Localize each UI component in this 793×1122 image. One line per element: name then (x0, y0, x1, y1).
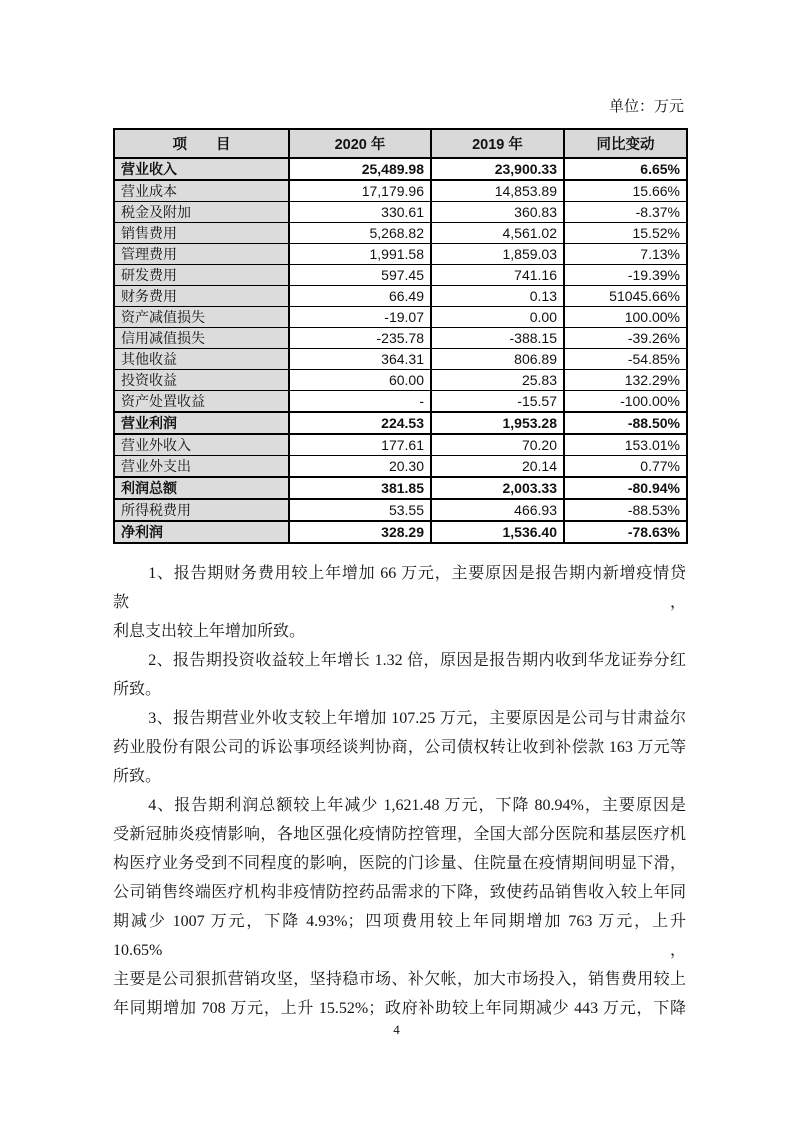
row-label-cell: 税金及附加 (114, 202, 289, 223)
value-cell: 597.45 (289, 265, 431, 286)
unit-label: 单位：万元 (608, 99, 684, 115)
value-cell: 132.29% (564, 370, 687, 391)
table-row (114, 477, 687, 499)
value-cell: -19.07 (289, 307, 431, 328)
value-cell: 1,536.40 (431, 521, 564, 543)
table-row (114, 412, 687, 434)
page-number: 4 (393, 1022, 400, 1037)
table-row (114, 499, 687, 521)
page-content (113, 96, 686, 1023)
text-line: 期减少 1007 万元，下降 4.93%；四项费用较上年同期增加 763 万元，上升 10.65%， (113, 913, 686, 959)
table-row (114, 202, 687, 223)
paragraph-1 (113, 559, 686, 646)
value-cell: 330.61 (289, 202, 431, 223)
value-cell: 5,268.82 (289, 223, 431, 244)
row-label-cell: 其他收益 (114, 349, 289, 370)
row-label-cell: 管理费用 (114, 244, 289, 265)
text-line: 构医疗业务受到不同程度的影响，医院的门诊量、住院量在疫情期间明显下滑， (113, 855, 686, 872)
analysis-paragraphs (113, 559, 686, 1023)
value-cell: -54.85% (564, 349, 687, 370)
value-cell: 2,003.33 (431, 477, 564, 499)
table-row (114, 456, 687, 478)
row-label-cell: 营业利润 (114, 412, 289, 434)
value-cell: 381.85 (289, 477, 431, 499)
value-cell: 15.52% (564, 223, 687, 244)
table-row (114, 521, 687, 543)
value-cell: 66.49 (289, 286, 431, 307)
table-row (114, 328, 687, 349)
column-header-0: 项 目 (114, 129, 289, 158)
text-line: 公司销售终端医疗机构非疫情防控药品需求的下降，致使药品销售收入较上年同 (113, 884, 686, 901)
value-cell: 14,853.89 (431, 180, 564, 202)
row-label-cell: 营业收入 (114, 158, 289, 180)
table-row (114, 370, 687, 391)
text-line: 主要是公司狠抓营销攻坚，坚持稳市场、补欠帐，加大市场投入，销售费用较上 (113, 971, 686, 988)
text-line: 所致。 (113, 681, 162, 698)
table-row (114, 349, 687, 370)
row-label-cell: 资产处置收益 (114, 391, 289, 413)
value-cell: 360.83 (431, 202, 564, 223)
table-row (114, 286, 687, 307)
table-row (114, 391, 687, 413)
table-row (114, 265, 687, 286)
table-row (114, 180, 687, 202)
paragraph-2 (113, 646, 686, 704)
value-cell: -80.94% (564, 477, 687, 499)
row-label-cell: 营业外支出 (114, 456, 289, 478)
value-cell: 53.55 (289, 499, 431, 521)
value-cell: 70.20 (431, 434, 564, 456)
value-cell: 224.53 (289, 412, 431, 434)
value-cell: 328.29 (289, 521, 431, 543)
text-line: 2、报告期投资收益较上年增长 1.32 倍，原因是报告期内收到华龙证券分红 (148, 652, 686, 669)
value-cell: 51045.66% (564, 286, 687, 307)
value-cell: -78.63% (564, 521, 687, 543)
row-label-cell: 利润总额 (114, 477, 289, 499)
row-label-cell: 所得税费用 (114, 499, 289, 521)
paragraph-4 (113, 791, 686, 1023)
row-label-cell: 投资收益 (114, 370, 289, 391)
text-line: 1、报告期财务费用较上年增加 66 万元，主要原因是报告期内新增疫情贷款， (113, 565, 686, 611)
row-label-cell: 资产减值损失 (114, 307, 289, 328)
row-label-cell: 净利润 (114, 521, 289, 543)
value-cell: 364.31 (289, 349, 431, 370)
value-cell: 23,900.33 (431, 158, 564, 180)
value-cell: -39.26% (564, 328, 687, 349)
value-cell: 20.14 (431, 456, 564, 478)
value-cell: 60.00 (289, 370, 431, 391)
text-line: 4、报告期利润总额较上年减少 1,621.48 万元，下降 80.94%，主要原因是 (148, 797, 686, 814)
table-row (114, 434, 687, 456)
value-cell: 1,953.28 (431, 412, 564, 434)
value-cell: 17,179.96 (289, 180, 431, 202)
paragraph-3 (113, 704, 686, 791)
value-cell: 15.66% (564, 180, 687, 202)
value-cell: 0.13 (431, 286, 564, 307)
table-row (114, 223, 687, 244)
financial-comparison-table (113, 128, 688, 544)
column-header-3: 同比变动 (564, 129, 687, 158)
value-cell: 20.30 (289, 456, 431, 478)
value-cell: -88.53% (564, 499, 687, 521)
value-cell: -19.39% (564, 265, 687, 286)
value-cell: 741.16 (431, 265, 564, 286)
text-line: 3、报告期营业外收支较上年增加 107.25 万元，主要原因是公司与甘肃益尔 (148, 710, 686, 727)
value-cell: -100.00% (564, 391, 687, 413)
value-cell: 1,859.03 (431, 244, 564, 265)
column-header-1: 2020 年 (289, 129, 431, 158)
value-cell: 177.61 (289, 434, 431, 456)
table-header-row (114, 129, 687, 158)
column-header-2: 2019 年 (431, 129, 564, 158)
text-line: 药业股份有限公司的诉讼事项经谈判协商，公司债权转让收到补偿款 163 万元等 (113, 739, 686, 756)
row-label-cell: 销售费用 (114, 223, 289, 244)
table-row (114, 307, 687, 328)
value-cell: -235.78 (289, 328, 431, 349)
value-cell: -8.37% (564, 202, 687, 223)
text-line: 所致。 (113, 768, 162, 785)
table-row (114, 244, 687, 265)
value-cell: 25,489.98 (289, 158, 431, 180)
row-label-cell: 营业外收入 (114, 434, 289, 456)
value-cell: -88.50% (564, 412, 687, 434)
text-line: 受新冠肺炎疫情影响，各地区强化疫情防控管理，全国大部分医院和基层医疗机 (113, 826, 686, 843)
value-cell: 0.77% (564, 456, 687, 478)
value-cell: 153.01% (564, 434, 687, 456)
value-cell: 6.65% (564, 158, 687, 180)
row-label-cell: 研发费用 (114, 265, 289, 286)
table-row (114, 158, 687, 180)
row-label-cell: 营业成本 (114, 180, 289, 202)
value-cell: 0.00 (431, 307, 564, 328)
value-cell: 100.00% (564, 307, 687, 328)
value-cell: -388.15 (431, 328, 564, 349)
value-cell: 1,991.58 (289, 244, 431, 265)
value-cell: 25.83 (431, 370, 564, 391)
value-cell: - (289, 391, 431, 413)
value-cell: 466.93 (431, 499, 564, 521)
row-label-cell: 财务费用 (114, 286, 289, 307)
text-line: 年同期增加 708 万元，上升 15.52%；政府补助较上年同期减少 443 万元，下降 (113, 1000, 686, 1017)
value-cell: 7.13% (564, 244, 687, 265)
row-label-cell: 信用减值损失 (114, 328, 289, 349)
value-cell: -15.57 (431, 391, 564, 413)
text-line: 利息支出较上年增加所致。 (113, 623, 306, 640)
value-cell: 4,561.02 (431, 223, 564, 244)
value-cell: 806.89 (431, 349, 564, 370)
